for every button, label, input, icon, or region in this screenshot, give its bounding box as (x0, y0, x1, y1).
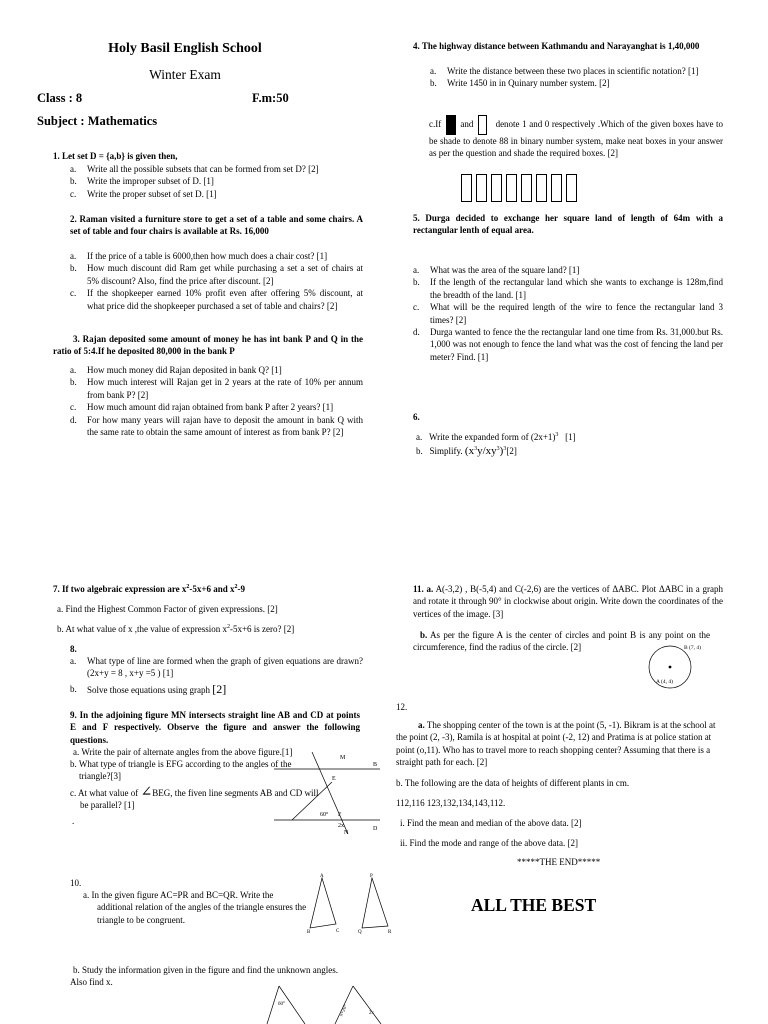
q4c-text: c.If and denote 1 and 0 respectively .Which of the given boxes have to be shade to denote 88 in binary number system, make neat boxes in your answer as per the question and shade the required boxes. [2] (429, 115, 723, 160)
q11-circle-figure (646, 640, 706, 690)
q10-triangles-figure (302, 872, 398, 934)
svg-text:C: C (336, 929, 340, 934)
q2-list (70, 250, 363, 312)
figure-label: N (344, 830, 349, 836)
figure-label: B (7, 4) (684, 645, 701, 651)
q6-b: b. Simplify. $(x^3y/xy^3)^3[2]$ (416, 445, 517, 457)
q7-b: b. At what value of x ,the value of expression $x^2-5x+6$ is zero? [2] (57, 624, 295, 634)
q12-data: 112,116 123,132,134,143,112. (396, 798, 506, 808)
figure-label: M (340, 755, 346, 761)
school-name: Holy Basil English School (108, 41, 262, 56)
q1-title: 1. Let set D = {a,b} is given then, (53, 151, 178, 161)
q9-figure (272, 750, 382, 836)
q6-a: a. Write the expanded form of $(2x+1)^3$ [1] (416, 432, 576, 442)
q9-dot: . (72, 816, 75, 826)
subject-label: Subject : Mathematics (37, 114, 158, 128)
q3-item: c. How much amount did rajan obtained from bank P after 2 years? [1] (70, 402, 334, 413)
binary-box (521, 174, 532, 202)
svg-text:P: P (370, 874, 373, 879)
binary-box (506, 174, 517, 202)
q9-b: b. What type of triangle is EFG according to the angles of the triangle?[3] (70, 759, 292, 782)
filled-box-icon (446, 115, 456, 135)
q12-number: 12. (396, 702, 408, 712)
q2-item: b. How much discount did Ram get while purchasing a set a set of chairs at 5% discount? Also, find the price after discount. [2] (70, 263, 363, 286)
q3-item: a. How much money did Rajan deposited in bank Q? [1] (70, 365, 282, 375)
q10-b: b. Study the information given in the figure and find the unknown angles. Also find x. (70, 965, 338, 988)
q1-item: a. Write all the possible subsets that can be formed from set D? [2] (70, 164, 319, 174)
q9-title: 9. In the adjoining figure MN intersects straight line AB and CD at points E and F respectively. Observe the figure and answer the following questions. (70, 710, 360, 745)
figure-label: 2x (369, 1011, 374, 1016)
svg-text:Q: Q (358, 930, 362, 934)
q1-item: c. Write the proper subset of set D. [1] (70, 188, 217, 199)
q12-i: i. Find the mean and median of the above data. [2] (400, 818, 582, 828)
binary-boxes (461, 174, 581, 202)
figure-label: x+20° (339, 1004, 349, 1018)
class-label: Class : 8 (37, 91, 83, 105)
figure-label: D (373, 826, 378, 832)
q5-item: b. If the length of the rectangular land which she wants to exchange is 128m,find the breadth of the land. [1] (413, 277, 723, 300)
q11-a: 11. a. A(-3,2) , B(-5,4) and C(-2,6) are the vertices of ΔABC. Plot ΔABC in a graph and rotate it through 90° in clockwise about origin. Write down the coordinates of the vertices of the image. [3] (413, 584, 724, 619)
q7-a: a. Find the Highest Common Factor of given expressions. [2] (57, 604, 278, 614)
q5-title: 5. Durga decided to exchange her square land of length of 64m with a rectangular lenth of equal area. (413, 213, 723, 236)
q3-title: 3. Rajan deposited some amount of money he has int bank P and Q in the ratio of 5:4.If he deposited 80,000 in the bank P (53, 334, 363, 357)
binary-box (476, 174, 487, 202)
q4-title: 4. The highway distance between Kathmandu and Narayanghat is 1,40,000 (413, 41, 700, 51)
q4-item: a. Write the distance between these two places in scientific notation? [1] (430, 66, 699, 76)
q8-list (70, 655, 363, 696)
q5-item: d. Durga wanted to fence the the rectangular land one time from Rs. 31,000.but Rs. 1,000 was not enough to fence the land what was the cost of fencing the land per meter? Find. [1] (413, 327, 723, 362)
q10-angles-figure (265, 980, 385, 1024)
binary-box (536, 174, 547, 202)
q9-a: a. Write the pair of alternate angles from the above figure.[1] (73, 747, 293, 757)
q8-number: 8. (70, 644, 77, 654)
q8-item: a. What type of line are formed when the graph of given equations are drawn? (2x+y = 8 , x+y =5 ) [1] (70, 656, 363, 679)
q2-item: c. If the shopkeeper earned 10% profit even after offering 5% discount, at what price did the shopkeeper purchased a set of table and chairs? [2] (70, 288, 363, 311)
q5-list (413, 264, 723, 363)
q2-title: 2. Raman visited a furniture store to get a set of a table and some chairs. A set of table and four chairs is available at Rs. 16,000 (70, 214, 363, 237)
all-the-best: ALL THE BEST (471, 895, 597, 915)
q12-a: a. The shopping center of the town is at the point (5, -1). Bikram is at the school at the point (2, -3), Ramila is at hospital at point (-2, 12) and Pratima is at police station at point (o,11). Who has to travel more to reach shopping center? Assuming that there is a straight path for each. [2] (396, 720, 716, 768)
q7-title: 7. If two algebraic expression are $x^2-5x+6$ and $x^2-9$ (53, 584, 246, 594)
q12-b: b. The following are the data of heights of different plants in cm. (396, 778, 630, 788)
figure-label: 60° (278, 1002, 285, 1007)
figure-label: F (338, 812, 342, 818)
binary-box (551, 174, 562, 202)
exam-title: Winter Exam (149, 67, 221, 82)
q12-ii: ii. Find the mode and range of the above data. [2] (400, 838, 578, 848)
q1-list (70, 163, 360, 200)
svg-text:A: A (320, 874, 324, 879)
q3-list (70, 364, 363, 438)
end-marker: *****THE END***** (517, 857, 601, 867)
q10-number: 10. (70, 878, 82, 888)
q3-item: d. For how many years will rajan have to deposit the amount in bank Q with the same rate to obtain the same amount of interest as from bank P? [2] (70, 414, 363, 438)
figure-label: 60° (320, 812, 329, 818)
q1-item: b. Write the improper subset of D. [1] (70, 176, 214, 187)
figure-label: A (4, 4) (656, 679, 673, 685)
q11-b: b. As per the figure A is the center of circles and point B is any point on the circumference, find the radius of the circle. [2] (413, 630, 710, 653)
q10-a: a. In the given figure AC=PR and BC=QR. Write the additional relation of the angles of the triangle ensures the triangle to be congruent. (83, 890, 307, 925)
binary-box (566, 174, 577, 202)
figure-label: E (332, 776, 336, 782)
binary-box (461, 174, 472, 202)
q5-item: c. What will be the required length of the wire to fence the rectangular land 3 times? [2] (413, 302, 723, 325)
q4-list (430, 65, 723, 90)
q2-item: a. If the price of a table is 6000,then how much does a chair cost? [1] (70, 251, 328, 261)
q5-item: a. What was the area of the square land? [1] (413, 265, 580, 275)
q6-number: 6. (413, 412, 420, 422)
empty-box-icon (478, 115, 487, 135)
q8-item: b. Solve those equations using graph [2] (70, 681, 227, 696)
figure-label: 2x (338, 823, 344, 829)
figure-label: B (373, 762, 378, 768)
q3-item: b. How much interest will Rajan get in 2 years at the rate of 10% per annum from bank P? [2] (70, 377, 363, 400)
q9-c: c. At what value of ∠BEG, the fiven line segments AB and CD will be parallel? [1] (70, 785, 319, 811)
svg-text:B: B (307, 930, 311, 934)
full-marks-label: F.m:50 (252, 91, 289, 105)
svg-text:R: R (388, 930, 392, 934)
q4-item: b. Write 1450 in in Quinary number system. [2] (430, 78, 610, 89)
binary-box (491, 174, 502, 202)
